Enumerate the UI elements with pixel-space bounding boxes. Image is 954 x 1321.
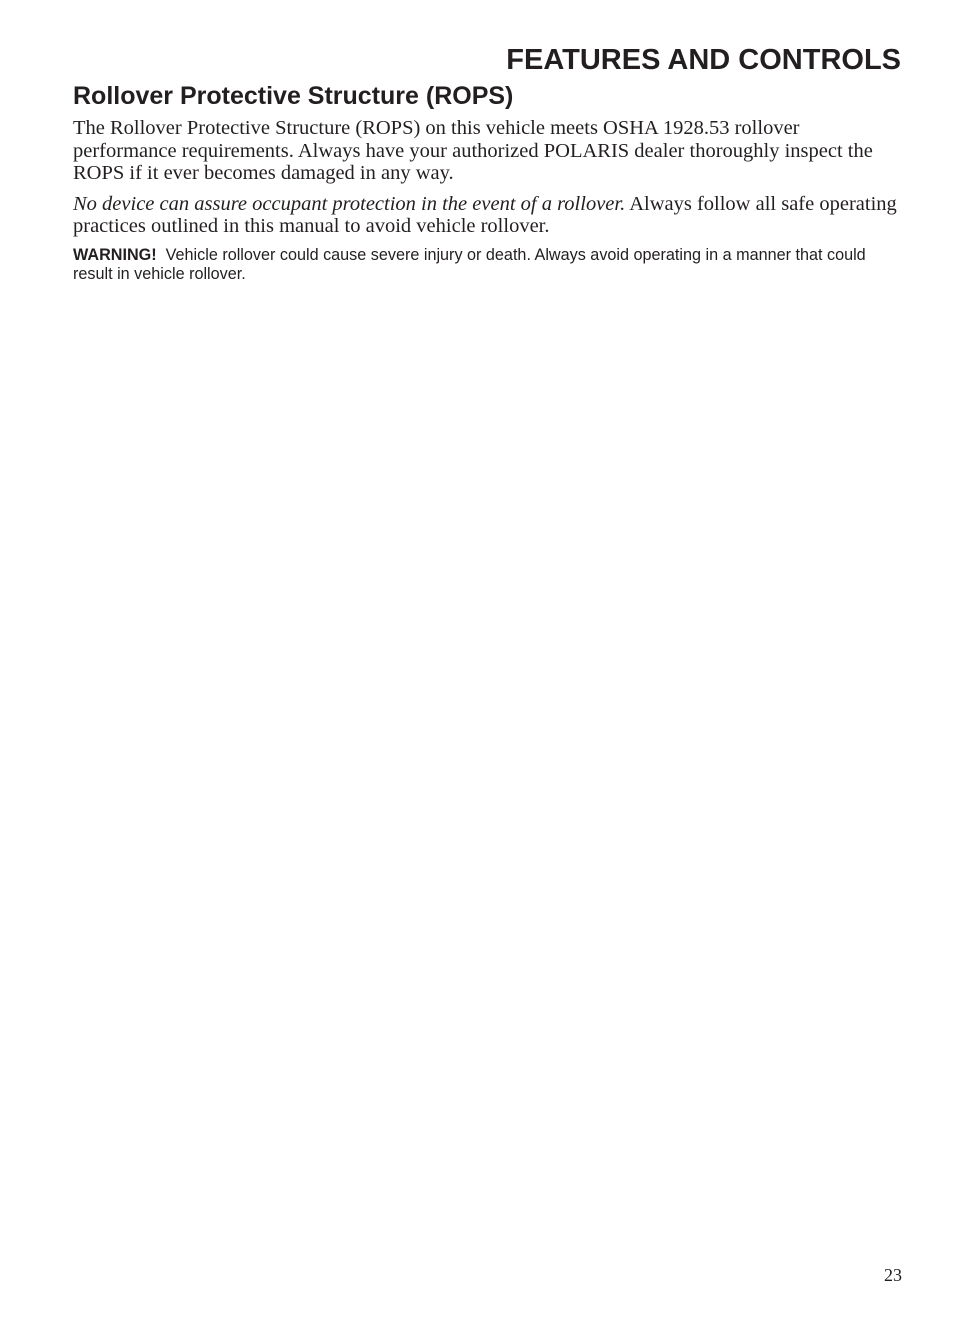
page-number: 23	[884, 1265, 902, 1285]
rollover-disclaimer-italic: No device can assure occupant protection in the event of a rollover.	[73, 192, 626, 215]
rollover-safety-text: Always follow all safe operating practices outlined in this manual to avoid vehicle rollover.	[73, 192, 897, 237]
section-heading: Rollover Protective Structure (ROPS)	[73, 82, 514, 110]
warning-notice	[73, 246, 903, 284]
warning-label: WARNING!	[73, 245, 157, 264]
rops-description-paragraph: The Rollover Protective Structure (ROPS) on this vehicle meets OSHA 1928.53 rollover performance requirements. Always have your authorized POLARIS dealer thoroughly inspect the ROPS if it ever becomes damaged in any way.	[73, 117, 873, 184]
page-content	[73, 79, 903, 284]
chapter-title: FEATURES AND CONTROLS	[506, 44, 901, 76]
rollover-safety-paragraph	[73, 193, 903, 238]
warning-text: Vehicle rollover could cause severe injury or death. Always avoid operating in a manner that could result in vehicle rollover.	[73, 245, 871, 283]
